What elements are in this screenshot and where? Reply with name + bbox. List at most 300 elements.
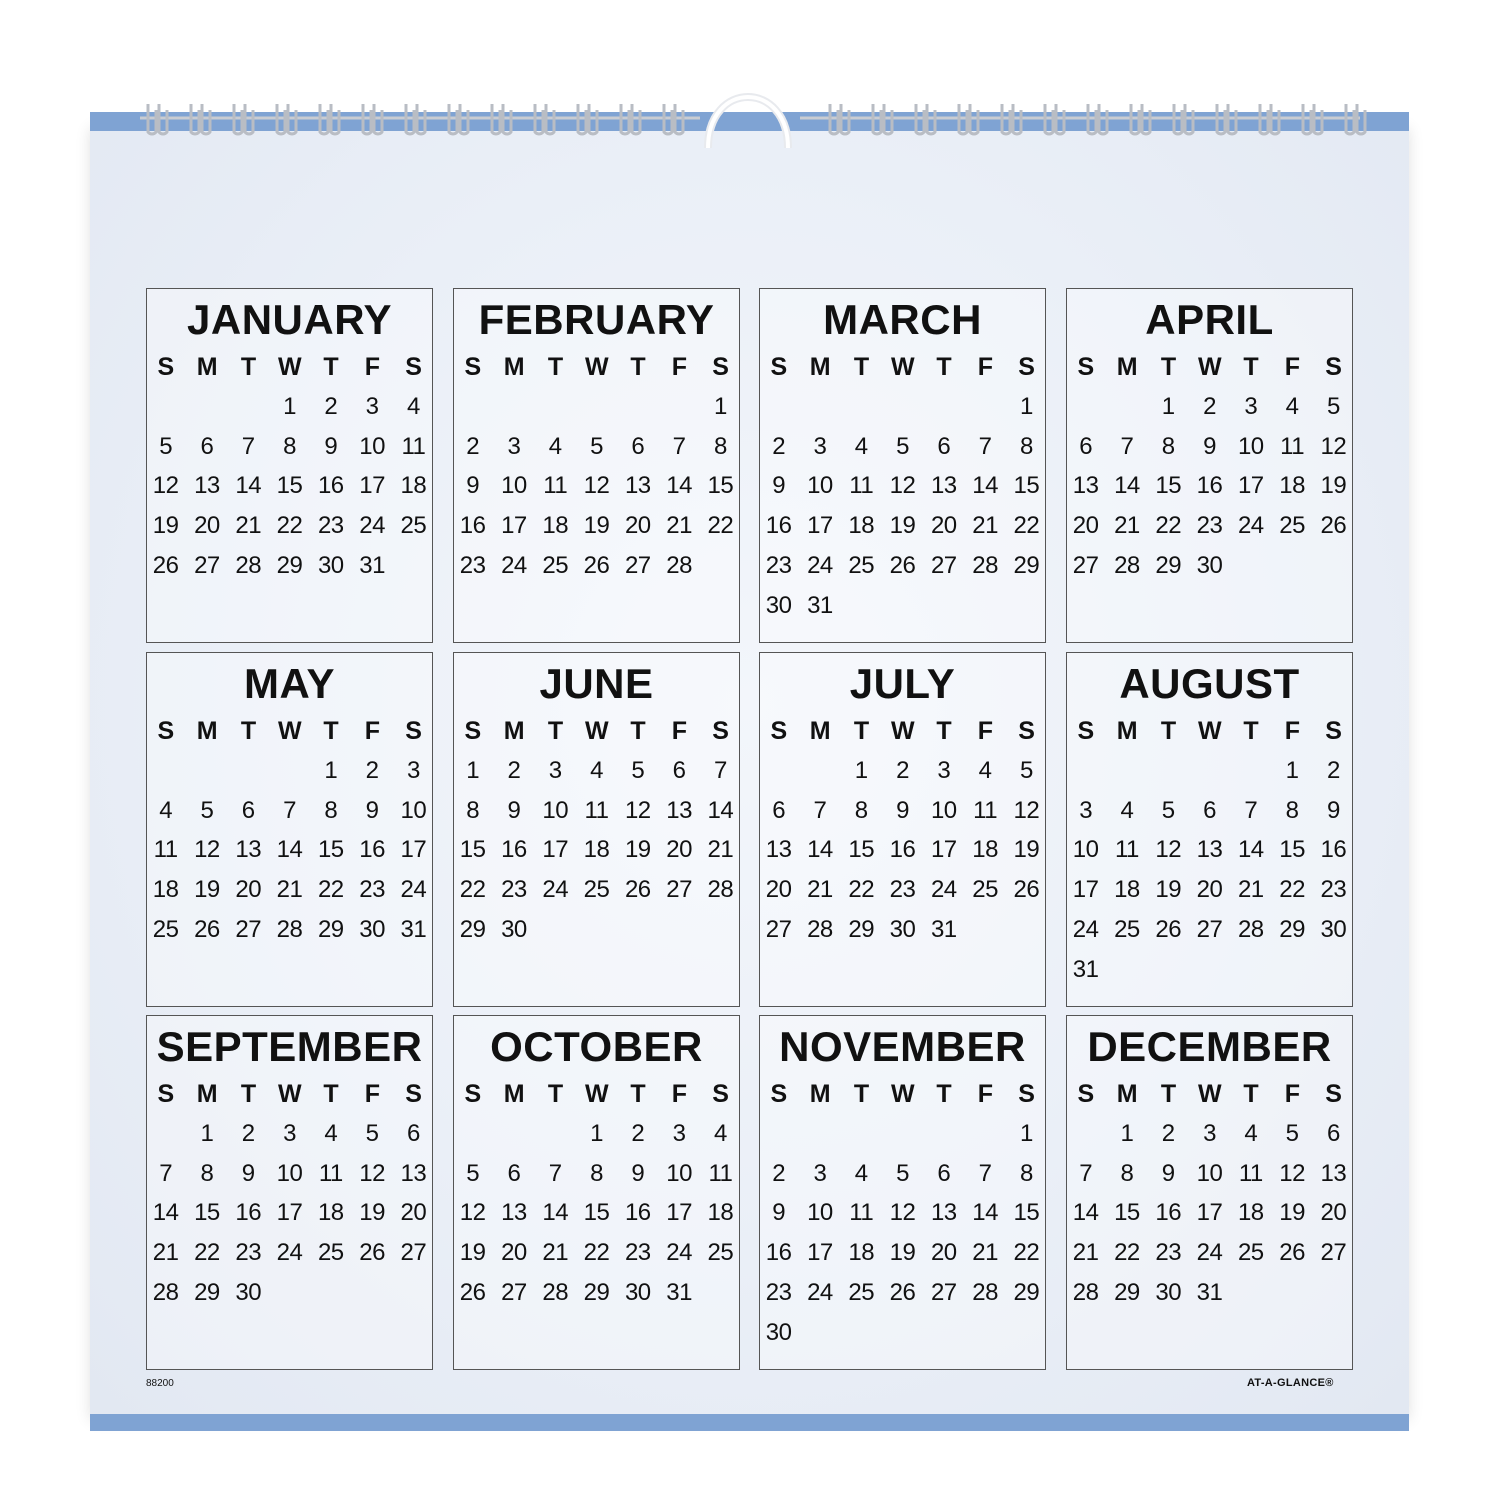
day-cell: 30 (624, 1278, 651, 1306)
day-cell: 4 (590, 756, 603, 784)
day-grid (760, 717, 1045, 956)
weekday-header: T (630, 717, 646, 745)
day-cell: 24 (1072, 915, 1099, 943)
month-title: SEPTEMBER (156, 1023, 423, 1070)
day-cell: 6 (937, 432, 951, 460)
day-cell: 18 (1114, 876, 1140, 904)
weekday-header: T (323, 353, 339, 381)
weekday-header: S (405, 353, 422, 381)
empty-day (493, 393, 534, 433)
day-cell: 24 (930, 876, 957, 904)
empty-day (1065, 757, 1106, 797)
month-november (759, 1015, 1046, 1370)
day-cell: 21 (542, 1239, 569, 1267)
day-cell: 16 (765, 512, 792, 540)
day-cell: 2 (365, 756, 379, 784)
day-cell: 9 (241, 1159, 255, 1187)
day-cell: 7 (283, 796, 296, 824)
day-cell: 22 (276, 512, 303, 540)
day-cell: 19 (1320, 472, 1347, 500)
day-cell: 2 (466, 432, 480, 460)
day-cell: 20 (1196, 876, 1223, 904)
day-cell: 25 (1237, 1239, 1264, 1267)
brand-logo: AT-A-GLANCE® (1247, 1377, 1334, 1389)
day-cell: 5 (159, 432, 173, 460)
day-cell: 9 (772, 472, 786, 500)
day-cell: 10 (276, 1159, 303, 1187)
day-cell: 28 (807, 915, 833, 943)
weekday-header: W (1197, 717, 1222, 745)
month-title: JUNE (539, 660, 654, 707)
day-cell: 5 (1326, 392, 1340, 420)
day-cell: 30 (501, 915, 527, 943)
weekday-header: S (1325, 1080, 1342, 1108)
day-cell: 19 (152, 512, 179, 540)
weekday-header: T (630, 1080, 646, 1108)
day-cell: 28 (1114, 551, 1140, 579)
day-cell: 5 (1019, 756, 1033, 784)
day-cell: 17 (400, 836, 427, 864)
day-cell: 15 (459, 836, 486, 864)
day-cell: 6 (937, 1159, 951, 1187)
weekday-header: M (503, 353, 525, 381)
day-cell: 16 (359, 836, 385, 864)
day-cell: 29 (1013, 551, 1040, 579)
day-cell: 2 (1203, 392, 1216, 420)
day-cell: 28 (1072, 1278, 1099, 1306)
day-cell: 29 (317, 915, 344, 943)
month-title: JULY (849, 660, 956, 707)
day-cell: 31 (1196, 1278, 1223, 1306)
day-cell: 22 (1013, 1239, 1040, 1267)
day-cell: 27 (624, 551, 651, 579)
day-cell: 8 (1161, 432, 1175, 460)
empty-day (758, 393, 799, 433)
month-december (1066, 1015, 1353, 1370)
weekday-header: M (1116, 353, 1138, 381)
day-cell: 28 (707, 876, 734, 904)
day-cell: 3 (672, 1119, 686, 1147)
day-cell: 12 (889, 472, 916, 500)
day-cell: 16 (235, 1199, 262, 1227)
weekday-header: M (809, 353, 831, 381)
day-cell: 16 (1155, 1199, 1182, 1227)
day-cell: 18 (317, 1199, 344, 1227)
day-cell: 30 (1320, 915, 1347, 943)
day-cell: 16 (624, 1199, 651, 1227)
day-cell: 5 (1161, 796, 1175, 824)
day-cell: 27 (400, 1239, 427, 1267)
day-cell: 10 (1072, 836, 1099, 864)
weekday-header: F (977, 1080, 993, 1108)
weekday-header: F (671, 353, 687, 381)
day-cell: 1 (1019, 392, 1033, 420)
day-cell: 20 (194, 512, 220, 540)
day-cell: 3 (813, 1159, 827, 1187)
day-cell: 12 (889, 1199, 916, 1227)
weekday-header: S (1325, 353, 1342, 381)
weekday-header: S (1325, 717, 1342, 745)
empty-day (964, 393, 1005, 433)
month-january (146, 288, 433, 643)
empty-day (145, 757, 186, 797)
month-july (759, 652, 1046, 1007)
weekday-header: S (1018, 1080, 1035, 1108)
weekday-header: S (405, 1080, 422, 1108)
hanger-hook (702, 70, 794, 152)
binding-coil (1357, 104, 1365, 134)
day-cell: 25 (848, 1278, 875, 1306)
day-cell: 7 (1079, 1159, 1093, 1187)
empty-day (186, 393, 227, 433)
day-cell: 1 (283, 392, 296, 420)
day-cell: 4 (1120, 796, 1134, 824)
day-cell: 26 (889, 1278, 916, 1306)
day-cell: 28 (1237, 915, 1264, 943)
weekday-header: S (464, 717, 481, 745)
day-cell: 14 (1114, 472, 1140, 500)
day-cell: 11 (1238, 1159, 1263, 1187)
weekday-header: W (890, 717, 915, 745)
day-cell: 13 (666, 796, 692, 824)
month-february (453, 288, 740, 643)
empty-day (186, 757, 227, 797)
day-grid (1067, 717, 1352, 996)
day-cell: 17 (1237, 472, 1264, 500)
day-cell: 3 (1203, 1119, 1216, 1147)
day-cell: 21 (972, 1239, 998, 1267)
day-cell: 3 (1244, 392, 1258, 420)
day-cell: 31 (807, 591, 833, 619)
weekday-header: M (503, 1080, 525, 1108)
weekday-header: F (1284, 1080, 1300, 1108)
day-cell: 29 (194, 1278, 220, 1306)
month-september (146, 1015, 433, 1370)
weekday-header: T (547, 717, 563, 745)
day-cell: 23 (1155, 1239, 1182, 1267)
day-cell: 13 (930, 1199, 957, 1227)
weekday-header: F (671, 717, 687, 745)
day-cell: 13 (400, 1159, 427, 1187)
day-cell: 14 (807, 836, 833, 864)
day-cell: 3 (406, 756, 420, 784)
month-title: JANUARY (187, 296, 392, 343)
day-cell: 17 (542, 836, 569, 864)
day-cell: 5 (896, 432, 909, 460)
day-cell: 11 (1280, 432, 1305, 460)
empty-day (228, 393, 269, 433)
day-cell: 1 (324, 756, 338, 784)
day-cell: 11 (153, 836, 178, 864)
day-cell: 27 (930, 551, 957, 579)
day-cell: 13 (1320, 1159, 1347, 1187)
day-cell: 14 (972, 1199, 998, 1227)
day-cell: 25 (152, 915, 179, 943)
day-cell: 19 (1013, 836, 1040, 864)
weekday-header: T (853, 1080, 869, 1108)
empty-day (923, 1120, 964, 1160)
empty-day (841, 393, 882, 433)
day-cell: 26 (1013, 876, 1040, 904)
day-cell: 10 (1237, 432, 1264, 460)
day-cell: 16 (501, 836, 527, 864)
day-cell: 17 (501, 512, 527, 540)
weekday-header: M (1116, 717, 1138, 745)
day-cell: 1 (713, 392, 727, 420)
weekday-header: T (240, 717, 256, 745)
weekday-header: T (1160, 717, 1176, 745)
weekday-header: F (1284, 717, 1300, 745)
day-cell: 10 (930, 796, 957, 824)
weekday-header: W (277, 717, 302, 745)
day-cell: 4 (713, 1119, 727, 1147)
day-cell: 8 (283, 432, 296, 460)
day-cell: 26 (459, 1278, 486, 1306)
day-cell: 2 (896, 756, 909, 784)
month-august (1066, 652, 1353, 1007)
day-cell: 19 (624, 836, 651, 864)
day-cell: 27 (765, 915, 792, 943)
day-cell: 8 (713, 432, 727, 460)
day-cell: 4 (159, 796, 173, 824)
day-cell: 12 (1013, 796, 1040, 824)
day-cell: 4 (548, 432, 562, 460)
weekday-header: S (712, 353, 729, 381)
weekday-header: W (584, 1080, 609, 1108)
day-cell: 9 (1326, 796, 1340, 824)
day-cell: 17 (807, 1239, 833, 1267)
empty-day (1065, 1120, 1106, 1160)
weekday-header: S (157, 717, 174, 745)
weekday-header: S (1077, 1080, 1094, 1108)
day-cell: 25 (1114, 915, 1140, 943)
day-cell: 31 (1072, 955, 1099, 983)
day-cell: 6 (1326, 1119, 1340, 1147)
day-cell: 15 (276, 472, 303, 500)
day-cell: 17 (666, 1199, 692, 1227)
day-cell: 23 (359, 876, 385, 904)
day-cell: 7 (813, 796, 827, 824)
day-cell: 29 (583, 1278, 610, 1306)
day-cell: 15 (583, 1199, 610, 1227)
empty-day (535, 1120, 576, 1160)
day-cell: 29 (1279, 915, 1305, 943)
day-grid (147, 353, 432, 592)
day-cell: 2 (772, 432, 786, 460)
day-cell: 18 (848, 512, 875, 540)
day-grid (1067, 1080, 1352, 1319)
day-cell: 25 (707, 1239, 734, 1267)
month-title: MAY (244, 660, 335, 707)
day-cell: 24 (1196, 1239, 1223, 1267)
day-cell: 4 (854, 432, 868, 460)
day-cell: 23 (1320, 876, 1347, 904)
day-cell: 11 (401, 432, 426, 460)
month-title: MARCH (823, 296, 982, 343)
month-april (1066, 288, 1353, 643)
day-cell: 3 (1079, 796, 1093, 824)
day-cell: 21 (1072, 1239, 1099, 1267)
day-cell: 27 (194, 551, 220, 579)
day-cell: 25 (583, 876, 610, 904)
day-cell: 28 (972, 1278, 998, 1306)
day-cell: 14 (276, 836, 303, 864)
weekday-header: S (157, 353, 174, 381)
weekday-header: W (277, 1080, 302, 1108)
day-cell: 20 (930, 512, 957, 540)
day-cell: 28 (276, 915, 303, 943)
day-cell: 22 (1114, 1239, 1140, 1267)
day-cell: 10 (807, 472, 833, 500)
day-cell: 23 (765, 1278, 792, 1306)
weekday-header: M (196, 1080, 218, 1108)
weekday-header: W (1197, 353, 1222, 381)
bottom-accent-band (90, 1414, 1409, 1431)
day-cell: 7 (713, 756, 727, 784)
day-cell: 10 (359, 432, 385, 460)
day-cell: 23 (1196, 512, 1223, 540)
day-cell: 10 (807, 1199, 833, 1227)
day-cell: 9 (365, 796, 379, 824)
day-cell: 14 (152, 1199, 179, 1227)
day-cell: 20 (666, 836, 692, 864)
day-cell: 24 (501, 551, 527, 579)
day-cell: 4 (1244, 1119, 1258, 1147)
day-cell: 10 (666, 1159, 692, 1187)
weekday-header: T (240, 353, 256, 381)
weekday-header: S (1018, 717, 1035, 745)
day-cell: 21 (666, 512, 692, 540)
day-cell: 1 (590, 1119, 603, 1147)
day-cell: 24 (542, 876, 569, 904)
day-cell: 26 (152, 551, 179, 579)
day-cell: 31 (400, 915, 427, 943)
weekday-header: F (977, 353, 993, 381)
day-cell: 16 (1320, 836, 1347, 864)
day-cell: 5 (896, 1159, 909, 1187)
weekday-header: M (196, 717, 218, 745)
day-cell: 9 (1161, 1159, 1175, 1187)
weekday-header: F (1284, 353, 1300, 381)
weekday-header: T (936, 717, 952, 745)
empty-day (1148, 757, 1189, 797)
day-cell: 3 (283, 1119, 296, 1147)
empty-day (269, 757, 310, 797)
weekday-header: S (712, 1080, 729, 1108)
day-cell: 5 (466, 1159, 480, 1187)
empty-day (799, 393, 840, 433)
product-code: 88200 (146, 1378, 174, 1389)
day-cell: 13 (235, 836, 262, 864)
day-cell: 30 (1155, 1278, 1182, 1306)
weekday-header: F (364, 353, 380, 381)
day-cell: 13 (930, 472, 957, 500)
day-cell: 25 (400, 512, 427, 540)
month-title: NOVEMBER (779, 1023, 1026, 1070)
weekday-header: T (1243, 717, 1259, 745)
day-grid (760, 353, 1045, 632)
day-cell: 23 (317, 512, 344, 540)
day-cell: 12 (359, 1159, 385, 1187)
day-cell: 20 (930, 1239, 957, 1267)
weekday-header: S (1077, 353, 1094, 381)
empty-day (1106, 757, 1147, 797)
day-cell: 2 (507, 756, 521, 784)
day-cell: 2 (241, 1119, 255, 1147)
weekday-header: T (1160, 1080, 1176, 1108)
day-cell: 6 (672, 756, 686, 784)
day-cell: 25 (972, 876, 998, 904)
day-cell: 16 (317, 472, 344, 500)
weekday-header: F (364, 1080, 380, 1108)
day-cell: 31 (359, 551, 385, 579)
day-cell: 9 (1203, 432, 1216, 460)
day-cell: 12 (152, 472, 179, 500)
day-cell: 20 (624, 512, 651, 540)
month-october (453, 1015, 740, 1370)
day-cell: 27 (1196, 915, 1223, 943)
weekday-header: T (547, 353, 563, 381)
day-cell: 19 (889, 512, 916, 540)
day-cell: 5 (365, 1119, 379, 1147)
day-cell: 7 (241, 432, 255, 460)
day-cell: 4 (978, 756, 992, 784)
day-cell: 6 (631, 432, 645, 460)
empty-day (452, 393, 493, 433)
day-cell: 15 (1279, 836, 1305, 864)
day-cell: 1 (1120, 1119, 1134, 1147)
weekday-header: T (936, 1080, 952, 1108)
day-cell: 4 (1285, 392, 1299, 420)
day-cell: 16 (765, 1239, 792, 1267)
day-cell: 1 (1285, 756, 1299, 784)
day-cell: 2 (324, 392, 338, 420)
day-cell: 3 (365, 392, 379, 420)
day-grid (147, 1080, 432, 1319)
weekday-header: S (464, 353, 481, 381)
day-cell: 18 (848, 1239, 875, 1267)
day-cell: 19 (1279, 1199, 1305, 1227)
day-cell: 19 (194, 876, 220, 904)
day-cell: 26 (359, 1239, 385, 1267)
month-title: AUGUST (1119, 660, 1300, 707)
day-cell: 4 (406, 392, 420, 420)
day-cell: 26 (1279, 1239, 1305, 1267)
day-cell: 9 (896, 796, 909, 824)
day-cell: 8 (1120, 1159, 1134, 1187)
day-cell: 20 (765, 876, 792, 904)
empty-day (535, 393, 576, 433)
day-cell: 12 (583, 472, 610, 500)
day-grid (1067, 353, 1352, 592)
weekday-header: W (1197, 1080, 1222, 1108)
day-cell: 26 (1155, 915, 1182, 943)
day-cell: 11 (318, 1159, 343, 1187)
day-cell: 5 (1285, 1119, 1299, 1147)
day-cell: 21 (1237, 876, 1264, 904)
weekday-header: S (157, 1080, 174, 1108)
day-cell: 4 (854, 1159, 868, 1187)
weekday-header: F (364, 717, 380, 745)
day-cell: 12 (1155, 836, 1182, 864)
day-cell: 11 (584, 796, 609, 824)
month-title: DECEMBER (1087, 1023, 1332, 1070)
weekday-header: F (671, 1080, 687, 1108)
day-cell: 13 (194, 472, 220, 500)
day-cell: 25 (542, 551, 569, 579)
day-cell: 29 (1013, 1278, 1040, 1306)
day-cell: 12 (624, 796, 651, 824)
